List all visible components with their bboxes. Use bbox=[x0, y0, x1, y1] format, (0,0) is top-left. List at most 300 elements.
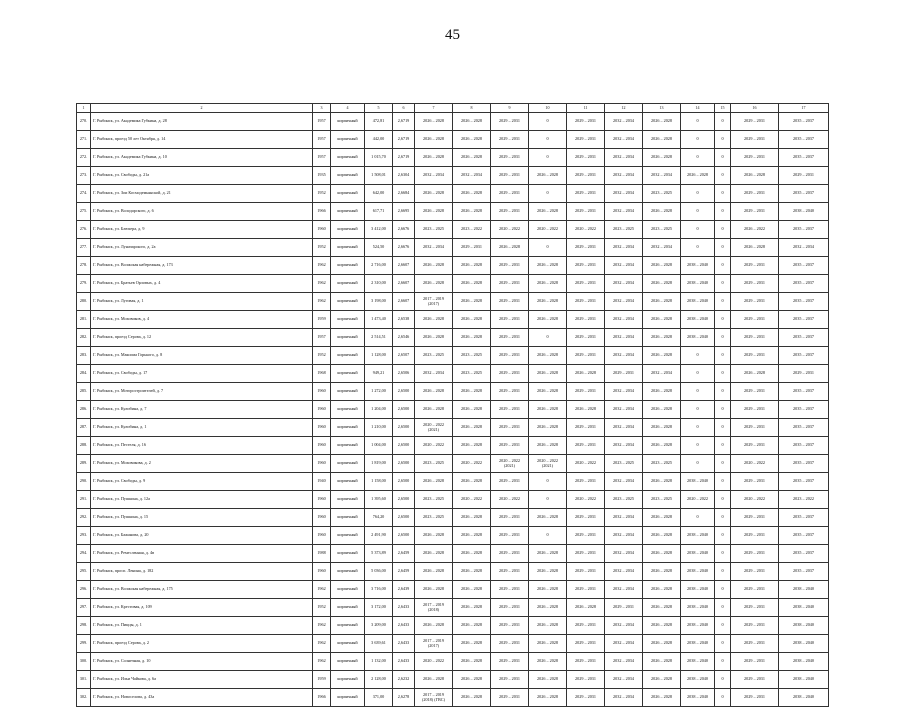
table-cell: 2032 – 2034 bbox=[605, 347, 643, 365]
table-cell: 2038 – 2040 bbox=[681, 581, 715, 599]
table-cell: 2029 – 2031 bbox=[731, 347, 779, 365]
table-cell: 1 272,00 bbox=[365, 383, 393, 401]
address-cell: Г. Рыбинск, ул. Братьев Орловых, д. 4 bbox=[91, 275, 313, 293]
table-cell: 2,6607 bbox=[393, 275, 415, 293]
table-cell: 0 bbox=[715, 689, 731, 707]
table-cell: 2026 – 2028 bbox=[643, 257, 681, 275]
table-cell: 0 bbox=[681, 455, 715, 473]
table-cell: 2026 – 2028 bbox=[415, 617, 453, 635]
table-cell: 2023 – 2025 bbox=[643, 221, 681, 239]
table-cell: 3 639,61 bbox=[365, 635, 393, 653]
table-cell: 1960 bbox=[313, 509, 331, 527]
table-cell: 2,6433 bbox=[393, 599, 415, 617]
table-cell: 2,6433 bbox=[393, 653, 415, 671]
table-cell: 2035 – 2037 bbox=[779, 347, 829, 365]
table-cell: 0 bbox=[715, 149, 731, 167]
table-cell: 2026 – 2028 bbox=[529, 293, 567, 311]
table-cell: 0 bbox=[529, 113, 567, 131]
table-cell: 2020 – 2022 bbox=[681, 491, 715, 509]
table-cell: 2029 – 2031 bbox=[491, 203, 529, 221]
table-row bbox=[77, 239, 829, 257]
address-cell: Г. Рыбинск, ул. Пушкина, д. 15 bbox=[91, 509, 313, 527]
table-cell: 2,6719 bbox=[393, 113, 415, 131]
table-cell: 2023 – 2025 bbox=[453, 347, 491, 365]
table-cell: 0 bbox=[681, 149, 715, 167]
table-cell: кирпичный bbox=[331, 257, 365, 275]
table-cell: 2026 – 2028 bbox=[415, 581, 453, 599]
table-cell: 2026 – 2028 bbox=[643, 563, 681, 581]
table-cell: 2026 – 2028 bbox=[529, 275, 567, 293]
table-cell: 2026 – 2028 bbox=[643, 545, 681, 563]
table-cell: 0 bbox=[681, 365, 715, 383]
table-cell: 2026 – 2028 bbox=[643, 689, 681, 707]
table-cell: 2029 – 2031 bbox=[731, 509, 779, 527]
table-cell: 2029 – 2031 bbox=[567, 581, 605, 599]
column-header: 9 bbox=[491, 104, 529, 113]
column-header: 5 bbox=[365, 104, 393, 113]
table-cell: 2023 – 2022 bbox=[779, 491, 829, 509]
table-cell: 2032 – 2034 bbox=[605, 113, 643, 131]
table-cell: 2035 – 2037 bbox=[779, 113, 829, 131]
table-cell: 0 bbox=[715, 599, 731, 617]
page-number: 45 bbox=[445, 27, 460, 43]
table-cell: 2029 – 2031 bbox=[567, 563, 605, 581]
table-cell: 0 bbox=[715, 473, 731, 491]
table-cell: 2029 – 2031 bbox=[779, 365, 829, 383]
table-row bbox=[77, 491, 829, 509]
table-cell: кирпичный bbox=[331, 149, 365, 167]
table-cell: 2029 – 2031 bbox=[731, 203, 779, 221]
table-cell: 1962 bbox=[313, 617, 331, 635]
table-cell: кирпичный bbox=[331, 689, 365, 707]
table-row bbox=[77, 617, 829, 635]
address-cell: Г. Рыбинск, проезд Серова, д. 12 bbox=[91, 329, 313, 347]
table-cell: 2032 – 2034 bbox=[605, 329, 643, 347]
table-cell: 2029 – 2031 bbox=[731, 131, 779, 149]
table-cell: 2026 – 2028 bbox=[453, 401, 491, 419]
table-cell: 276. bbox=[77, 221, 91, 239]
table-cell: 2,6500 bbox=[393, 473, 415, 491]
address-cell: Г. Рыбинск, ул. Пиццы, д. 1 bbox=[91, 617, 313, 635]
table-cell: 0 bbox=[715, 203, 731, 221]
table-cell: 1957 bbox=[313, 131, 331, 149]
table-cell: 3 716,00 bbox=[365, 581, 393, 599]
table-cell: 2026 – 2028 bbox=[529, 617, 567, 635]
table-cell: 2029 – 2031 bbox=[491, 257, 529, 275]
table-cell: 1962 bbox=[313, 293, 331, 311]
table-cell: 2026 – 2028 bbox=[453, 185, 491, 203]
table-cell: 2029 – 2031 bbox=[731, 473, 779, 491]
table-cell: кирпичный bbox=[331, 545, 365, 563]
table-cell: 2029 – 2031 bbox=[567, 257, 605, 275]
address-cell: Г. Рыбинск, ул. Зои Космодемьянской, д. 21 bbox=[91, 185, 313, 203]
table-cell: 2023 – 2025 bbox=[643, 185, 681, 203]
address-cell: Г. Рыбинск, ул. Бажанова, д. 20 bbox=[91, 527, 313, 545]
table-cell: 2035 – 2037 bbox=[779, 401, 829, 419]
table-cell: 1 473,40 bbox=[365, 311, 393, 329]
table-cell: 2026 – 2028 bbox=[529, 311, 567, 329]
table-cell: 2026 – 2028 bbox=[415, 563, 453, 581]
table-cell: 2029 – 2031 bbox=[731, 185, 779, 203]
table-cell: 2029 – 2031 bbox=[491, 599, 529, 617]
table-cell: 2026 – 2028 bbox=[643, 311, 681, 329]
table-cell: 2026 – 2028 bbox=[529, 167, 567, 185]
table-cell: 2026 – 2028 bbox=[529, 671, 567, 689]
table-cell: 0 bbox=[529, 473, 567, 491]
table-cell: 2032 – 2034 bbox=[605, 653, 643, 671]
table-cell: 2020 – 2022 (2021) bbox=[491, 455, 529, 473]
table-cell: 2038 – 2040 bbox=[681, 563, 715, 581]
table-cell: 0 bbox=[681, 347, 715, 365]
table-cell: 2026 – 2028 bbox=[567, 401, 605, 419]
table-cell: кирпичный bbox=[331, 473, 365, 491]
table-cell: 0 bbox=[681, 113, 715, 131]
table-cell: 2026 – 2028 bbox=[415, 311, 453, 329]
table-cell: 1952 bbox=[313, 347, 331, 365]
table-cell: 272. bbox=[77, 149, 91, 167]
table-cell: 2026 – 2028 bbox=[643, 131, 681, 149]
table-cell: 2026 – 2028 bbox=[453, 383, 491, 401]
table-cell: 2035 – 2037 bbox=[779, 527, 829, 545]
table-cell: 0 bbox=[715, 509, 731, 527]
table-cell: 0 bbox=[715, 563, 731, 581]
table-cell: 2029 – 2031 bbox=[567, 437, 605, 455]
table-cell: 2029 – 2031 bbox=[567, 419, 605, 437]
column-header: 12 bbox=[605, 104, 643, 113]
table-cell: 2026 – 2028 bbox=[643, 437, 681, 455]
table-cell: кирпичный bbox=[331, 221, 365, 239]
table-cell: 299. bbox=[77, 635, 91, 653]
column-header: 17 bbox=[779, 104, 829, 113]
table-cell: 0 bbox=[529, 329, 567, 347]
table-cell: 2026 – 2028 bbox=[643, 401, 681, 419]
table-cell: 2035 – 2037 bbox=[779, 311, 829, 329]
table-cell: 2026 – 2028 bbox=[643, 419, 681, 437]
table-cell: 2032 – 2034 bbox=[605, 437, 643, 455]
table-cell: 1952 bbox=[313, 599, 331, 617]
table-cell: 0 bbox=[715, 545, 731, 563]
table-cell: 2026 – 2028 bbox=[529, 653, 567, 671]
address-cell: Г. Рыбинск, проезд 50 лет Октября, д. 14 bbox=[91, 131, 313, 149]
table-cell: 2026 – 2028 bbox=[643, 653, 681, 671]
table-cell: 2032 – 2034 bbox=[605, 167, 643, 185]
table-cell: 2029 – 2031 bbox=[567, 167, 605, 185]
table-cell: 1952 bbox=[313, 239, 331, 257]
table-cell: 2,6538 bbox=[393, 311, 415, 329]
table-cell: 2029 – 2031 bbox=[491, 293, 529, 311]
address-cell: Г. Рыбинск, ул. Луговая, д. 1 bbox=[91, 293, 313, 311]
table-cell: 2038 – 2040 bbox=[681, 599, 715, 617]
table-cell: 2023 – 2025 bbox=[415, 221, 453, 239]
table-cell: 2026 – 2028 bbox=[643, 671, 681, 689]
table-cell: 2026 – 2028 bbox=[643, 113, 681, 131]
table-cell: 2032 – 2034 bbox=[605, 509, 643, 527]
table-cell: 2029 – 2031 bbox=[491, 311, 529, 329]
table-cell: кирпичный bbox=[331, 329, 365, 347]
table-cell: 2023 – 2025 bbox=[415, 455, 453, 473]
table-cell: 2017 – 2019 (2017) bbox=[415, 635, 453, 653]
address-cell: Г. Рыбинск, ул. Максима Горького, д. 8 bbox=[91, 347, 313, 365]
table-cell: кирпичный bbox=[331, 311, 365, 329]
table-cell: 2035 – 2037 bbox=[779, 455, 829, 473]
table-cell: 2020 – 2022 (2021) bbox=[529, 455, 567, 473]
table-cell: 2029 – 2031 bbox=[491, 527, 529, 545]
table-cell: 2026 – 2028 bbox=[643, 149, 681, 167]
table-cell: 2029 – 2031 bbox=[491, 689, 529, 707]
column-header: 11 bbox=[567, 104, 605, 113]
table-cell: 2026 – 2028 bbox=[415, 257, 453, 275]
table-cell: 2029 – 2031 bbox=[731, 257, 779, 275]
column-header: 4 bbox=[331, 104, 365, 113]
table-cell: 0 bbox=[681, 221, 715, 239]
table-cell: 2029 – 2031 bbox=[731, 635, 779, 653]
table-cell: 2026 – 2028 bbox=[453, 131, 491, 149]
table-cell: 1966 bbox=[313, 203, 331, 221]
table-cell: 2 310,00 bbox=[365, 275, 393, 293]
column-header: 13 bbox=[643, 104, 681, 113]
table-cell: 2032 – 2034 bbox=[605, 149, 643, 167]
address-cell: Г. Рыбинск, ул. Академика Губкина, д. 28 bbox=[91, 113, 313, 131]
table-cell: 0 bbox=[715, 455, 731, 473]
table-cell: 283. bbox=[77, 347, 91, 365]
table-cell: 2035 – 2037 bbox=[779, 185, 829, 203]
table-cell: 2032 – 2034 bbox=[779, 239, 829, 257]
table-cell: 0 bbox=[715, 491, 731, 509]
table-cell: 290. bbox=[77, 473, 91, 491]
table-cell: 1960 bbox=[313, 419, 331, 437]
table-row bbox=[77, 545, 829, 563]
table-cell: 298. bbox=[77, 617, 91, 635]
table-cell: 2020 – 2022 bbox=[491, 491, 529, 509]
table-cell: кирпичный bbox=[331, 671, 365, 689]
table-cell: 2026 – 2028 bbox=[529, 545, 567, 563]
table-cell: 2026 – 2028 bbox=[453, 653, 491, 671]
table-cell: 2029 – 2031 bbox=[731, 617, 779, 635]
table-cell: 2035 – 2037 bbox=[779, 329, 829, 347]
table-cell: 2032 – 2034 bbox=[605, 131, 643, 149]
table-cell: 2032 – 2034 bbox=[605, 257, 643, 275]
table-cell: 2026 – 2028 bbox=[415, 383, 453, 401]
table-row bbox=[77, 293, 829, 311]
table-cell: кирпичный bbox=[331, 455, 365, 473]
table-cell: 2,6607 bbox=[393, 293, 415, 311]
table-cell: 2026 – 2028 bbox=[415, 329, 453, 347]
table-cell: 2035 – 2037 bbox=[779, 149, 829, 167]
table-cell: 3 172,00 bbox=[365, 599, 393, 617]
address-cell: Г. Рыбинск, ул. Ильи Чайкова, д. 6а bbox=[91, 671, 313, 689]
table-cell: 2,6506 bbox=[393, 365, 415, 383]
table-cell: 1968 bbox=[313, 365, 331, 383]
table-cell: 2026 – 2028 bbox=[453, 311, 491, 329]
table-cell: кирпичный bbox=[331, 131, 365, 149]
table-cell: 2,6500 bbox=[393, 401, 415, 419]
table-cell: 0 bbox=[529, 149, 567, 167]
table-cell: 2017 – 2019 (2017) bbox=[415, 293, 453, 311]
address-cell: Г. Рыбинск, ул. Луначарского, д. 2а bbox=[91, 239, 313, 257]
table-cell: 2023 – 2025 bbox=[605, 455, 643, 473]
table-cell: 2026 – 2028 bbox=[529, 635, 567, 653]
table-cell: 524,50 bbox=[365, 239, 393, 257]
address-cell: Г. Рыбинск, ул. Свободы, д. 17 bbox=[91, 365, 313, 383]
table-cell: 2038 – 2040 bbox=[681, 617, 715, 635]
table-cell: 2,6304 bbox=[393, 167, 415, 185]
column-header: 1 bbox=[77, 104, 91, 113]
table-cell: 3 412,00 bbox=[365, 221, 393, 239]
table-cell: 0 bbox=[681, 131, 715, 149]
table-cell: кирпичный bbox=[331, 419, 365, 437]
table-cell: 2029 – 2031 bbox=[567, 131, 605, 149]
table-row bbox=[77, 257, 829, 275]
table-cell: 1962 bbox=[313, 257, 331, 275]
table-cell: 1960 bbox=[313, 383, 331, 401]
table-cell: 2029 – 2031 bbox=[731, 401, 779, 419]
table-cell: 2029 – 2031 bbox=[605, 599, 643, 617]
table-cell: 2038 – 2040 bbox=[681, 653, 715, 671]
table-cell: 2032 – 2034 bbox=[605, 581, 643, 599]
table-cell: 2029 – 2031 bbox=[453, 239, 491, 257]
table-cell: 2038 – 2040 bbox=[779, 581, 829, 599]
table-cell: 2038 – 2040 bbox=[779, 617, 829, 635]
table-cell: 2029 – 2031 bbox=[731, 419, 779, 437]
table-cell: 1957 bbox=[313, 113, 331, 131]
table-cell: 2029 – 2031 bbox=[567, 527, 605, 545]
table-row bbox=[77, 527, 829, 545]
table-cell: 2029 – 2031 bbox=[567, 617, 605, 635]
table-cell: 2032 – 2034 bbox=[605, 185, 643, 203]
table-row bbox=[77, 185, 829, 203]
table-cell: 2026 – 2028 bbox=[529, 599, 567, 617]
table-row bbox=[77, 149, 829, 167]
table-cell: 2,6433 bbox=[393, 617, 415, 635]
table-cell: 2020 – 2022 (2021) bbox=[415, 419, 453, 437]
table-cell: 1 395,60 bbox=[365, 491, 393, 509]
column-header: 8 bbox=[453, 104, 491, 113]
table-cell: 2032 – 2034 bbox=[643, 365, 681, 383]
table-cell: 2029 – 2031 bbox=[731, 599, 779, 617]
table-cell: 2038 – 2040 bbox=[681, 293, 715, 311]
table-cell: 1962 bbox=[313, 653, 331, 671]
table-cell: 2026 – 2028 bbox=[453, 617, 491, 635]
table-cell: 2029 – 2031 bbox=[567, 473, 605, 491]
table-cell: 2,6676 bbox=[393, 239, 415, 257]
table-cell: 2026 – 2028 bbox=[731, 167, 779, 185]
table-cell: 2026 – 2028 bbox=[453, 563, 491, 581]
table-cell: 0 bbox=[715, 239, 731, 257]
table-cell: 1960 bbox=[313, 455, 331, 473]
table-cell: 2026 – 2028 bbox=[643, 329, 681, 347]
table-cell: 0 bbox=[529, 185, 567, 203]
table-row bbox=[77, 563, 829, 581]
table-cell: 2035 – 2037 bbox=[779, 131, 829, 149]
table-row bbox=[77, 401, 829, 419]
table-cell: 2,6232 bbox=[393, 671, 415, 689]
table-cell: 1962 bbox=[313, 635, 331, 653]
table-cell: 2029 – 2031 bbox=[731, 149, 779, 167]
table-cell: 1 508,01 bbox=[365, 167, 393, 185]
table-cell: 2 514,51 bbox=[365, 329, 393, 347]
table-cell: 2029 – 2031 bbox=[491, 149, 529, 167]
table-cell: 2038 – 2040 bbox=[779, 599, 829, 617]
table-cell: 2038 – 2040 bbox=[779, 635, 829, 653]
table-row bbox=[77, 689, 829, 707]
table-cell: 2029 – 2031 bbox=[491, 185, 529, 203]
table-cell: 2020 – 2022 bbox=[731, 455, 779, 473]
table-cell: 282. bbox=[77, 329, 91, 347]
table-cell: 2029 – 2031 bbox=[731, 437, 779, 455]
address-cell: Г. Рыбинск, ул. Володарского, д. 6 bbox=[91, 203, 313, 221]
table-cell: 2035 – 2037 bbox=[779, 383, 829, 401]
table-cell: 0 bbox=[715, 257, 731, 275]
column-header: 10 bbox=[529, 104, 567, 113]
table-cell: кирпичный bbox=[331, 653, 365, 671]
table-cell: 2026 – 2028 bbox=[453, 581, 491, 599]
table-cell: 2026 – 2028 bbox=[453, 113, 491, 131]
table-cell: 2023 – 2025 bbox=[453, 365, 491, 383]
table-cell: 2035 – 2037 bbox=[779, 437, 829, 455]
column-header: 2 bbox=[91, 104, 313, 113]
table-cell: 2032 – 2034 bbox=[605, 527, 643, 545]
table-cell: 2038 – 2040 bbox=[779, 689, 829, 707]
table-cell: 281. bbox=[77, 311, 91, 329]
table-cell: 1 158,00 bbox=[365, 473, 393, 491]
column-header: 7 bbox=[415, 104, 453, 113]
table-cell: 2026 – 2028 bbox=[529, 203, 567, 221]
table-row bbox=[77, 437, 829, 455]
table-row bbox=[77, 311, 829, 329]
table-cell: 2026 – 2028 bbox=[415, 401, 453, 419]
table-cell: 2035 – 2037 bbox=[779, 221, 829, 239]
table-cell: 1960 bbox=[313, 221, 331, 239]
table-cell: 285. bbox=[77, 383, 91, 401]
table-cell: кирпичный bbox=[331, 203, 365, 221]
table-cell: кирпичный bbox=[331, 635, 365, 653]
table-cell: 2026 – 2028 bbox=[529, 401, 567, 419]
table-cell: 2,6500 bbox=[393, 437, 415, 455]
table-cell: 2026 – 2028 bbox=[529, 581, 567, 599]
table-cell: 2029 – 2031 bbox=[567, 635, 605, 653]
table-cell: 2032 – 2034 bbox=[605, 563, 643, 581]
table-cell: 2035 – 2037 bbox=[779, 275, 829, 293]
table-cell: 2026 – 2028 bbox=[453, 293, 491, 311]
table-cell: 1959 bbox=[313, 671, 331, 689]
table-cell: 0 bbox=[715, 347, 731, 365]
table-cell: 0 bbox=[681, 419, 715, 437]
table-cell: 1960 bbox=[313, 401, 331, 419]
table-cell: 2,6676 bbox=[393, 221, 415, 239]
table-cell: 2029 – 2031 bbox=[731, 653, 779, 671]
table-cell: 2026 – 2028 bbox=[453, 527, 491, 545]
table-row bbox=[77, 653, 829, 671]
table-cell: 2038 – 2040 bbox=[681, 527, 715, 545]
table-cell: 2026 – 2028 bbox=[415, 527, 453, 545]
table-cell: 0 bbox=[681, 203, 715, 221]
table-cell: 2020 – 2022 bbox=[567, 455, 605, 473]
table-cell: 2035 – 2037 bbox=[779, 257, 829, 275]
table-cell: 2029 – 2031 bbox=[567, 689, 605, 707]
table-cell: 949,21 bbox=[365, 365, 393, 383]
table-cell: 2,6459 bbox=[393, 545, 415, 563]
address-cell: Г. Рыбинск, ул. Академика Губкина, д. 10 bbox=[91, 149, 313, 167]
table-cell: 2026 – 2028 bbox=[415, 149, 453, 167]
table-cell: 2029 – 2031 bbox=[567, 383, 605, 401]
table-cell: 2026 – 2028 bbox=[643, 635, 681, 653]
table-row bbox=[77, 473, 829, 491]
table-cell: 2029 – 2031 bbox=[491, 131, 529, 149]
table-cell: 371,00 bbox=[365, 689, 393, 707]
table-cell: 472,81 bbox=[365, 113, 393, 131]
address-cell: Г. Рыбинск, ул. Волжская набережная, д. 173 bbox=[91, 257, 313, 275]
table-cell: 5 036,00 bbox=[365, 563, 393, 581]
